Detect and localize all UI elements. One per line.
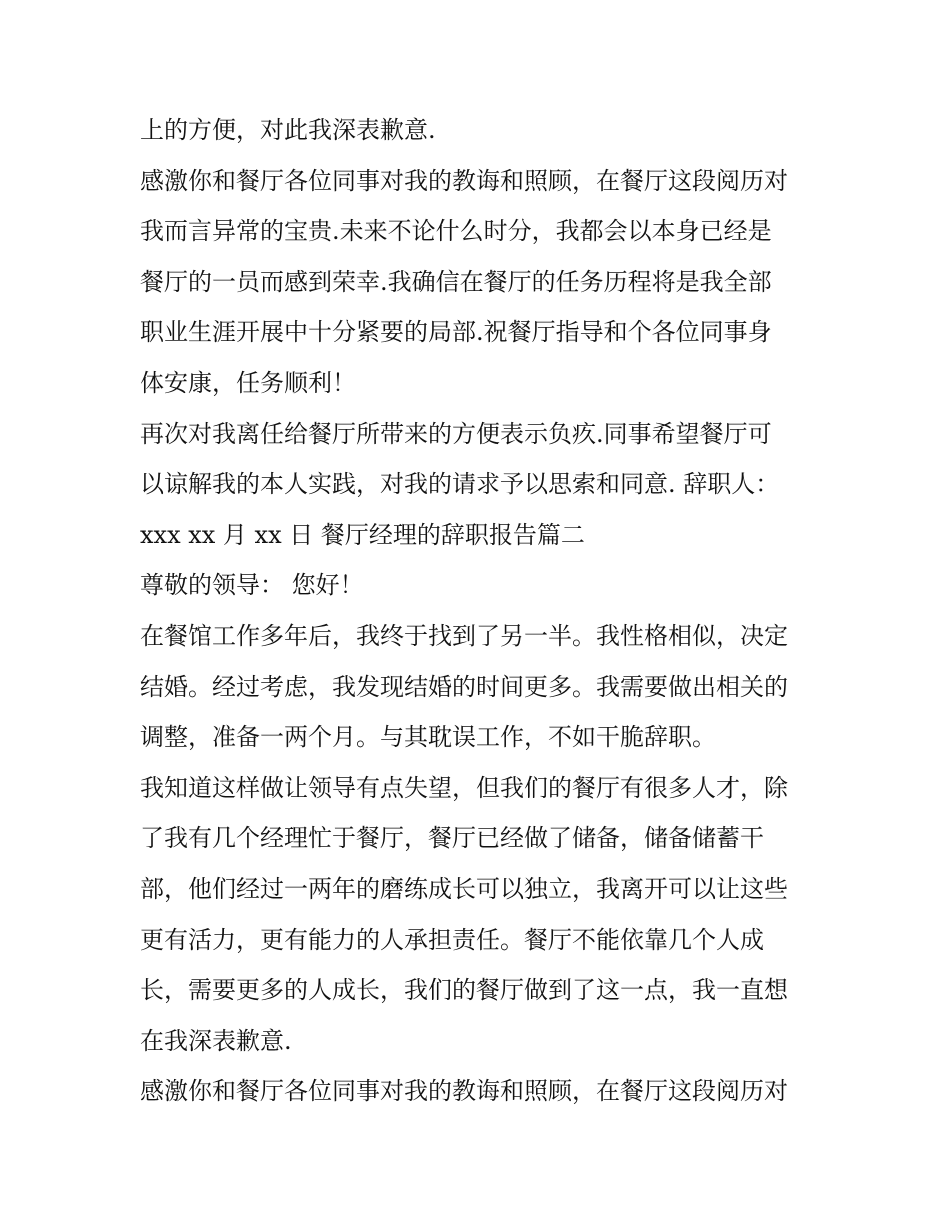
text-line: 尊敬的领导： 您好！ xyxy=(140,571,364,600)
text-line: 部，他们经过一两年的磨练成长可以独立，我离开可以让这些 xyxy=(140,874,788,903)
text-line: 餐厅的一员而感到荣幸.我确信在餐厅的任务历程将是我全部 xyxy=(140,267,772,296)
text-line: 上的方便，对此我深表歉意. xyxy=(140,116,436,144)
text-line: 我知道这样做让领导有点失望，但我们的餐厅有很多人才，除 xyxy=(140,773,788,802)
text-line: 我而言异常的宝贵.未来不论什么时分，我都会以本身已经是 xyxy=(140,217,772,246)
text-line: 体安康，任务顺利！ xyxy=(140,368,356,397)
text-line: 长，需要更多的人成长，我们的餐厅做到了这一点，我一直想 xyxy=(140,976,788,1005)
text-line: 再次对我离任给餐厅所带来的方便表示负疚.同事希望餐厅可 xyxy=(140,419,772,448)
text-line: 在我深表歉意. xyxy=(140,1026,292,1055)
text-line: 在餐馆工作多年后，我终于找到了另一半。我性格相似，决定 xyxy=(140,621,788,650)
text-line: 更有活力，更有能力的人承担责任。餐厅不能依靠几个人成 xyxy=(140,925,764,954)
text-line: 结婚。经过考虑，我发现结婚的时间更多。我需要做出相关的 xyxy=(140,672,788,701)
text-line: 调整，准备一两个月。与其耽误工作，不如干脆辞职。 xyxy=(140,723,716,752)
document-body xyxy=(140,105,820,1117)
text-line: xxx xx 月 xx 日 餐厅经理的辞职报告篇二 xyxy=(140,520,585,549)
text-line: 感激你和餐厅各位同事对我的教诲和照顾，在餐厅这段阅历对 xyxy=(140,1077,788,1106)
text-line: 感激你和餐厅各位同事对我的教诲和照顾，在餐厅这段阅历对 xyxy=(140,166,788,195)
text-line: 以谅解我的本人实践，对我的请求予以思索和同意. 辞职人： xyxy=(140,470,780,499)
text-line: 职业生涯开展中十分紧要的局部.祝餐厅指导和个各位同事身 xyxy=(140,318,772,347)
text-line: 了我有几个经理忙于餐厅，餐厅已经做了储备，储备储蓄干 xyxy=(140,824,764,853)
